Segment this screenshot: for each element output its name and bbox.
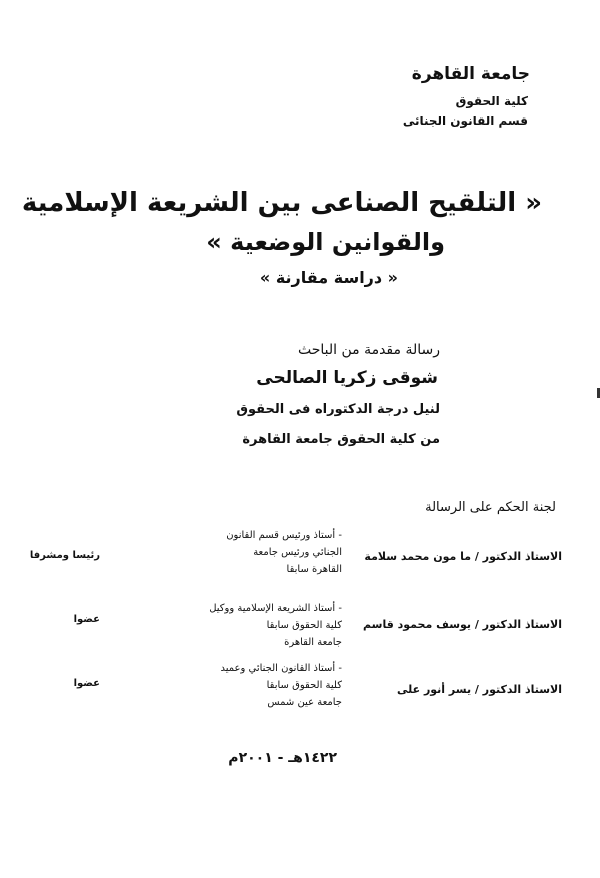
description-line: جامعة عين شمس — [267, 697, 342, 708]
presented-by-text: رسالة مقدمة من الباحث — [297, 342, 440, 358]
description-line: كلية الحقوق سابقا — [266, 620, 342, 631]
department-name: قسم القانون الجنائى — [402, 114, 528, 128]
degree-text: لنيل درجة الدكتوراه فى الحقوق — [236, 402, 440, 417]
date-text: ١٤٢٢هـ - ٢٠٠١م — [228, 750, 337, 766]
committee-member-name: الاستاذ الدكتور / ما مون محمد سلامة — [364, 550, 562, 563]
faculty-name: كلية الحقوق — [455, 94, 528, 108]
thesis-title-line1: « التلقيح الصناعى بين الشريعة الإسلامية — [21, 188, 542, 218]
committee-member-name: الاستاذ الدكتور / يوسف محمود قاسم — [363, 618, 562, 631]
institution-text: من كلية الحقوق جامعة القاهرة — [242, 432, 440, 447]
description-line: - أستاذ الشريعة الإسلامية ووكيل — [209, 603, 342, 614]
thesis-title-line2: والقوانين الوضعية » — [206, 228, 445, 256]
description-line: جامعة القاهرة — [284, 637, 342, 648]
committee-member-role: عضوا — [73, 678, 100, 689]
description-line: - أستاذ القانون الجنائي وعميد — [220, 663, 342, 674]
description-line: القاهرة سابقا — [286, 564, 342, 575]
thesis-subtitle: « دراسة مقارنة » — [259, 268, 398, 287]
description-line: الجنائي ورئيس جامعة — [253, 547, 342, 558]
description-line: كلية الحقوق سابقا — [266, 680, 342, 691]
researcher-name: شوقى زكريا الصالحى — [256, 368, 438, 388]
committee-member-name: الاستاذ الدكتور / يسر أنور على — [396, 683, 562, 696]
committee-member-role: عضوا — [73, 614, 100, 625]
university-name: جامعة القاهرة — [411, 64, 530, 84]
committee-member-description — [226, 527, 342, 578]
committee-member-description — [209, 600, 342, 651]
committee-member-role: رئيسا ومشرفا — [29, 550, 100, 561]
committee-member-description — [220, 660, 342, 711]
committee-title: لجنة الحكم على الرسالة — [425, 500, 556, 515]
description-line: - أستاذ ورئيس قسم القانون — [226, 530, 342, 541]
